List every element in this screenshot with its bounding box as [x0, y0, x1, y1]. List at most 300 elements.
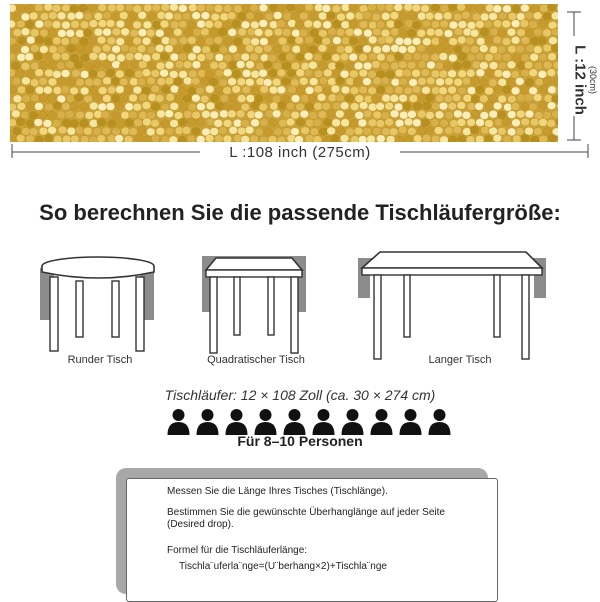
- sequin: [103, 12, 112, 20]
- long-table-label: Langer Tisch: [428, 354, 492, 366]
- sequin: [57, 111, 66, 119]
- sequin: [233, 38, 242, 46]
- width-dimension-label: L :12 inch: [571, 45, 589, 115]
- sequin: [57, 12, 66, 20]
- sequin: [67, 44, 76, 52]
- sequin: [439, 87, 448, 95]
- sequin: [385, 102, 394, 110]
- sequin: [237, 127, 246, 135]
- sequin: [479, 45, 488, 53]
- sequin: [305, 4, 314, 11]
- sequin: [48, 61, 57, 69]
- sequin: [260, 85, 269, 93]
- sequin: [304, 20, 313, 28]
- sequin: [124, 86, 133, 94]
- sequin: [389, 128, 398, 136]
- sequin: [161, 86, 170, 94]
- sequin: [512, 119, 521, 127]
- sequin: [52, 21, 61, 29]
- sequin: [215, 53, 224, 61]
- sequin: [507, 111, 516, 119]
- sequin: [232, 85, 241, 93]
- sequin: [61, 102, 70, 110]
- sequin: [345, 128, 354, 136]
- sequin: [407, 127, 416, 135]
- sequin: [75, 12, 84, 20]
- sequin: [382, 94, 391, 102]
- sequin: [245, 44, 254, 52]
- sequin: [368, 4, 377, 11]
- sequin: [286, 53, 295, 61]
- sequin: [494, 69, 503, 77]
- sequin: [471, 110, 480, 118]
- sequin: [151, 119, 160, 127]
- sequin: [485, 53, 494, 61]
- sequin: [305, 103, 314, 111]
- sequin: [310, 12, 319, 20]
- sequin: [335, 110, 344, 118]
- sequin: [485, 36, 494, 44]
- sequin: [200, 95, 209, 103]
- sequin: [182, 126, 191, 134]
- sequin: [236, 60, 245, 68]
- sequin: [407, 110, 416, 118]
- sequin: [323, 21, 332, 29]
- sequin: [349, 70, 358, 78]
- sequin: [323, 69, 332, 77]
- sequin: [98, 103, 107, 111]
- sequin: [263, 61, 272, 69]
- sequin: [40, 29, 49, 37]
- sequin: [197, 20, 206, 28]
- sequin: [273, 45, 282, 53]
- sequin: [214, 4, 223, 12]
- sequin: [436, 78, 445, 86]
- sequin: [335, 77, 344, 85]
- sequin: [17, 102, 26, 110]
- sequin: [192, 46, 201, 54]
- sequin: [431, 37, 440, 45]
- sequin: [439, 37, 448, 45]
- sequin: [89, 119, 98, 127]
- sequin: [115, 70, 124, 78]
- sequin: [102, 44, 111, 52]
- sequin: [493, 53, 502, 61]
- sequin: [138, 126, 147, 134]
- sequin: [453, 13, 462, 21]
- sequin: [322, 53, 331, 61]
- sequin: [71, 20, 80, 28]
- sequin: [412, 21, 421, 29]
- sequin: [111, 94, 120, 102]
- sequin: [412, 119, 421, 127]
- sequin: [107, 86, 116, 94]
- sequin: [188, 70, 197, 78]
- sequin: [196, 118, 205, 126]
- sequin: [485, 102, 494, 110]
- sequin: [372, 28, 381, 36]
- sequin: [205, 52, 214, 60]
- sequin: [511, 20, 520, 28]
- sequin: [486, 69, 495, 77]
- sequin: [125, 119, 134, 127]
- sequin: [44, 103, 53, 111]
- formula-box: [126, 478, 498, 602]
- sequin: [359, 102, 368, 110]
- sequin: [43, 86, 52, 94]
- sequin: [106, 19, 115, 27]
- sequin: [34, 119, 43, 127]
- sequin: [170, 120, 179, 128]
- sequin: [507, 78, 516, 86]
- sequin: [395, 37, 404, 45]
- sequin: [188, 53, 197, 61]
- sequin: [61, 38, 70, 46]
- sequin: [385, 36, 394, 44]
- sequin: [461, 11, 470, 19]
- sequin: [236, 110, 245, 118]
- sequin: [219, 79, 228, 87]
- persons-capacity-label: Für 8–10 Personen: [237, 433, 363, 449]
- sequin: [543, 44, 552, 52]
- sequin: [521, 36, 530, 44]
- sequin: [120, 44, 129, 52]
- sequin: [125, 69, 134, 77]
- sequin: [67, 12, 76, 20]
- sequin: [119, 78, 128, 86]
- sequin: [304, 52, 313, 60]
- sequin: [399, 111, 408, 119]
- sequin: [355, 111, 364, 119]
- sequin: [493, 20, 502, 28]
- sequin: [21, 127, 30, 135]
- sequin: [178, 87, 187, 95]
- round-table-label: Runder Tisch: [67, 354, 133, 366]
- sequin: [490, 28, 499, 36]
- sequin: [390, 62, 399, 70]
- sequin: [323, 118, 332, 126]
- sequin: [508, 12, 517, 20]
- sequin: [524, 61, 533, 69]
- square-table-illustration: [198, 254, 310, 358]
- sequin: [350, 87, 359, 95]
- sequin: [246, 61, 255, 69]
- sequin: [263, 44, 272, 52]
- sequin: [476, 20, 485, 28]
- sequin: [300, 110, 309, 118]
- sequin: [551, 12, 558, 20]
- sequin: [210, 94, 219, 102]
- sequin: [121, 111, 130, 119]
- sequin: [94, 12, 103, 20]
- sequin: [25, 53, 34, 61]
- sequin: [26, 20, 35, 28]
- sequin: [322, 4, 331, 12]
- sequin: [454, 28, 463, 36]
- sequin: [308, 94, 317, 102]
- sequin: [454, 78, 463, 86]
- sequin: [462, 61, 471, 69]
- sequin: [102, 127, 111, 135]
- sequin: [435, 62, 444, 70]
- sequin: [296, 103, 305, 111]
- sequin: [403, 102, 412, 110]
- sequin: [376, 120, 385, 128]
- sequin: [142, 101, 151, 109]
- sequin: [88, 37, 97, 45]
- sequin: [502, 20, 511, 28]
- sequin: [47, 94, 56, 102]
- sequin: [134, 119, 143, 127]
- sequin: [425, 12, 434, 20]
- sequin: [409, 95, 418, 103]
- sequin: [524, 94, 533, 102]
- sequin: [404, 19, 413, 27]
- sequin: [183, 77, 192, 85]
- sequin: [197, 103, 206, 111]
- sequin: [382, 45, 391, 53]
- sequin: [40, 13, 49, 21]
- sequin: [507, 128, 516, 136]
- sequin: [106, 69, 115, 77]
- sequin: [548, 53, 557, 61]
- sequin: [381, 12, 390, 20]
- sequin: [11, 62, 20, 70]
- sequin: [21, 46, 30, 54]
- sequin: [17, 53, 26, 61]
- sequin: [368, 52, 377, 60]
- sequin: [526, 44, 535, 52]
- sequin: [318, 12, 327, 20]
- sequin: [270, 102, 279, 110]
- sequin: [241, 21, 250, 29]
- person-icon: [400, 409, 422, 435]
- sequin: [349, 119, 358, 127]
- sequin: [137, 45, 146, 53]
- sequin: [305, 86, 314, 94]
- sequin: [407, 61, 416, 69]
- sequin: [119, 12, 128, 20]
- sequin: [103, 28, 112, 36]
- sequin: [543, 77, 552, 85]
- sequin: [220, 94, 229, 102]
- sequin: [299, 77, 308, 85]
- sequin: [489, 46, 498, 54]
- sequin: [502, 118, 511, 126]
- sequin: [93, 78, 102, 86]
- sequin: [238, 45, 247, 53]
- sequin: [269, 119, 278, 127]
- sequin: [516, 45, 525, 53]
- sequin: [535, 78, 544, 86]
- sequin: [196, 38, 205, 46]
- sequin: [278, 102, 287, 110]
- sequin: [333, 37, 342, 45]
- sequin: [264, 128, 273, 136]
- sequin: [187, 87, 196, 95]
- sequin: [548, 86, 557, 94]
- sequin: [56, 62, 65, 70]
- sequin: [277, 69, 286, 77]
- sequin: [155, 94, 164, 102]
- sequin: [310, 29, 319, 37]
- sequin: [57, 77, 66, 85]
- sequin: [525, 11, 534, 19]
- sequin: [435, 94, 444, 102]
- person-icon: [342, 409, 364, 435]
- sequin: [444, 29, 453, 37]
- sequin: [551, 28, 558, 36]
- sequin: [457, 36, 466, 44]
- sequin: [10, 119, 17, 127]
- sequin: [39, 111, 48, 119]
- sequin: [368, 119, 377, 127]
- sequin: [332, 119, 341, 127]
- sequin: [363, 11, 372, 19]
- sequin: [76, 30, 85, 38]
- sequin: [520, 86, 529, 94]
- sequin: [277, 86, 286, 94]
- sequin: [254, 95, 263, 103]
- sequin: [34, 102, 43, 110]
- sequin: [152, 52, 161, 60]
- sequin: [480, 79, 489, 87]
- sequin: [511, 87, 520, 95]
- sequin: [359, 86, 368, 94]
- sequin: [445, 77, 454, 85]
- sequin: [296, 69, 305, 77]
- sequin: [157, 11, 166, 19]
- sequin: [102, 60, 111, 68]
- sequin: [169, 38, 178, 46]
- sequin: [308, 45, 317, 53]
- sequin: [336, 28, 345, 36]
- sequin: [234, 5, 243, 13]
- sequin: [399, 12, 408, 20]
- sequin: [11, 110, 20, 118]
- sequin: [529, 69, 538, 77]
- sequin: [160, 20, 169, 28]
- sequin: [165, 12, 174, 20]
- sequin: [331, 54, 340, 62]
- sequin: [385, 86, 394, 94]
- sequin: [515, 128, 524, 136]
- round-table-illustration: [36, 250, 162, 360]
- sequin: [435, 111, 444, 119]
- sequin: [359, 69, 368, 77]
- sequin: [165, 77, 174, 85]
- sequin: [52, 37, 61, 45]
- sequin: [52, 4, 61, 12]
- sequin: [116, 4, 125, 12]
- sequin: [404, 87, 413, 95]
- sequin: [475, 102, 484, 110]
- sequin: [426, 127, 435, 135]
- sequin: [282, 77, 291, 85]
- sequin: [461, 45, 470, 53]
- sequin: [112, 61, 121, 69]
- sequin: [62, 21, 71, 29]
- sequin: [80, 119, 89, 127]
- sequin: [439, 102, 448, 110]
- sequin: [345, 28, 354, 36]
- sequin: [376, 21, 385, 29]
- sequin: [223, 69, 232, 77]
- sequin: [529, 103, 538, 111]
- sequin: [251, 102, 260, 110]
- sequin: [309, 78, 318, 86]
- sequin: [146, 128, 155, 136]
- sequin: [245, 126, 254, 134]
- sequin: [422, 86, 431, 94]
- sequin: [319, 77, 328, 85]
- sequin: [498, 29, 507, 37]
- sequin: [403, 38, 412, 46]
- sequin: [318, 44, 327, 52]
- sequin: [133, 37, 142, 45]
- sequin: [157, 78, 166, 86]
- sequin: [44, 37, 53, 45]
- sequin: [201, 12, 210, 20]
- sequin: [547, 4, 556, 11]
- sequin: [434, 12, 443, 20]
- sequin: [313, 119, 322, 127]
- sequin: [481, 126, 490, 134]
- sequin: [319, 128, 328, 136]
- sequin: [30, 44, 39, 52]
- length-dimension-label: L :108 inch (275cm): [229, 144, 371, 161]
- sequin: [133, 103, 142, 111]
- sequin: [229, 45, 238, 53]
- sequin: [187, 118, 196, 126]
- sequin: [507, 61, 516, 69]
- sequin: [533, 94, 542, 102]
- sequin: [115, 101, 124, 109]
- sequin: [184, 110, 193, 118]
- sequin: [349, 4, 358, 11]
- sequin: [448, 54, 457, 62]
- sequin: [422, 20, 431, 28]
- sequin: [98, 53, 107, 61]
- runner-overhang-left: [358, 272, 370, 298]
- sequin: [75, 61, 84, 69]
- sequin: [425, 94, 434, 102]
- sequin: [48, 126, 57, 134]
- sequin: [268, 69, 277, 77]
- sequin: [413, 52, 422, 60]
- sequin: [337, 13, 346, 21]
- sequin: [291, 12, 300, 20]
- sequin: [125, 4, 134, 12]
- sequin: [458, 53, 467, 61]
- sequin: [89, 70, 98, 78]
- sequin: [286, 102, 295, 110]
- sequin: [34, 52, 43, 60]
- sequin: [76, 45, 85, 53]
- runner-overhang-right: [534, 272, 546, 298]
- sequin: [340, 102, 349, 110]
- sequin: [448, 86, 457, 94]
- sequin: [390, 12, 399, 20]
- sequin: [160, 53, 169, 61]
- sequin: [184, 29, 193, 37]
- sequin: [453, 62, 462, 70]
- sequin: [241, 53, 250, 61]
- sequin: [151, 69, 160, 77]
- sequin: [547, 119, 556, 127]
- person-icon: [371, 409, 393, 435]
- sequin: [160, 69, 169, 77]
